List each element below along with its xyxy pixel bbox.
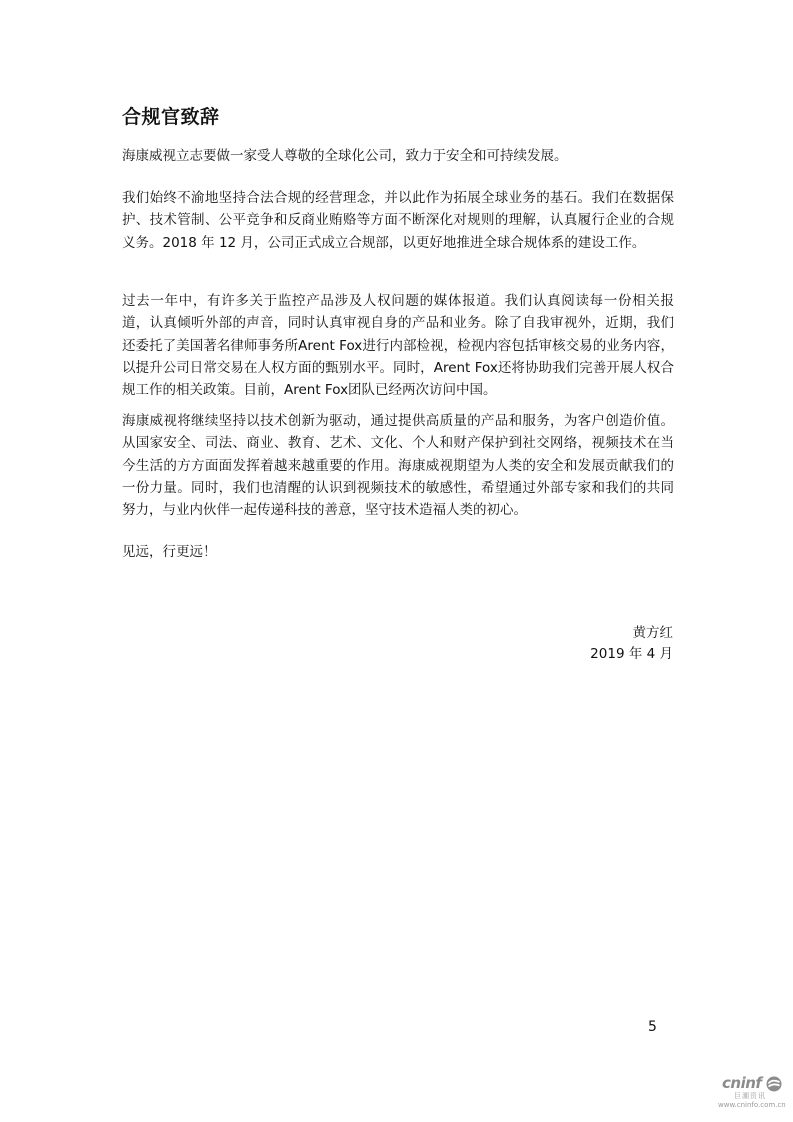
logo-chinese-name: 巨潮资讯 bbox=[734, 1092, 766, 1100]
page-title: 合规官致辞 bbox=[122, 106, 220, 128]
cninfo-swirl-icon bbox=[765, 1076, 783, 1092]
paragraph-human-rights-review: 过去一年中，有许多关于监控产品涉及人权问题的媒体报道。我们认真阅读每一份相关报道，认真倾听外部的声音，同时认真审视自身的产品和业务。除了自我审视外，近期，我们还委托了美国著名律师事务所Arent Fox进行内部检视，检视内容包括审核交易的业务内容，以提升公司日常交易在人权方面的甄别水平。同时，Arent Fox还将协助我们完善开展人权合规工作的相关政策。目前，Arent Fox团队已经两次访问中国。 bbox=[122, 293, 674, 399]
signature-date: 2019 年 4 月 bbox=[590, 646, 673, 662]
paragraph-intro: 海康威视立志要做一家受人尊敬的全球化公司，致力于安全和可持续发展。 bbox=[122, 148, 568, 164]
page-number: 5 bbox=[648, 1019, 657, 1035]
paragraph-closing: 见远，行更远！ bbox=[122, 544, 217, 560]
paragraph-technology-innovation: 海康威视将继续坚持以技术创新为驱动，通过提供高质量的产品和服务，为客户创造价值。从国家安全、司法、商业、教育、艺术、文化、个人和财产保护到社交网络，视频技术在当今生活的方方面面发挥着越来越重要的作用。海康威视期望为人类的安全和发展贡献我们的一份力量。同时，我们也清醒的认识到视频技术的敏感性，希望通过外部专家和我们的共同努力，与业内伙伴一起传递科技的善意，坚守技术造福人类的初心。 bbox=[122, 413, 674, 519]
logo-brand-text: cninf bbox=[722, 1074, 762, 1092]
paragraph-compliance-philosophy: 我们始终不渝地坚持合法合规的经营理念，并以此作为拓展全球业务的基石。我们在数据保护、技术管制、公平竞争和反商业贿赂等方面不断深化对规则的理解，认真履行企业的合规义务。2018 年 12 月，公司正式成立合规部，以更好地推进全球合规体系的建设工作。 bbox=[122, 190, 674, 251]
logo-url: www.cninfo.com.cn bbox=[718, 1101, 786, 1109]
signature-name: 黄方红 bbox=[632, 625, 673, 641]
cninfo-watermark-logo bbox=[718, 1074, 792, 1114]
